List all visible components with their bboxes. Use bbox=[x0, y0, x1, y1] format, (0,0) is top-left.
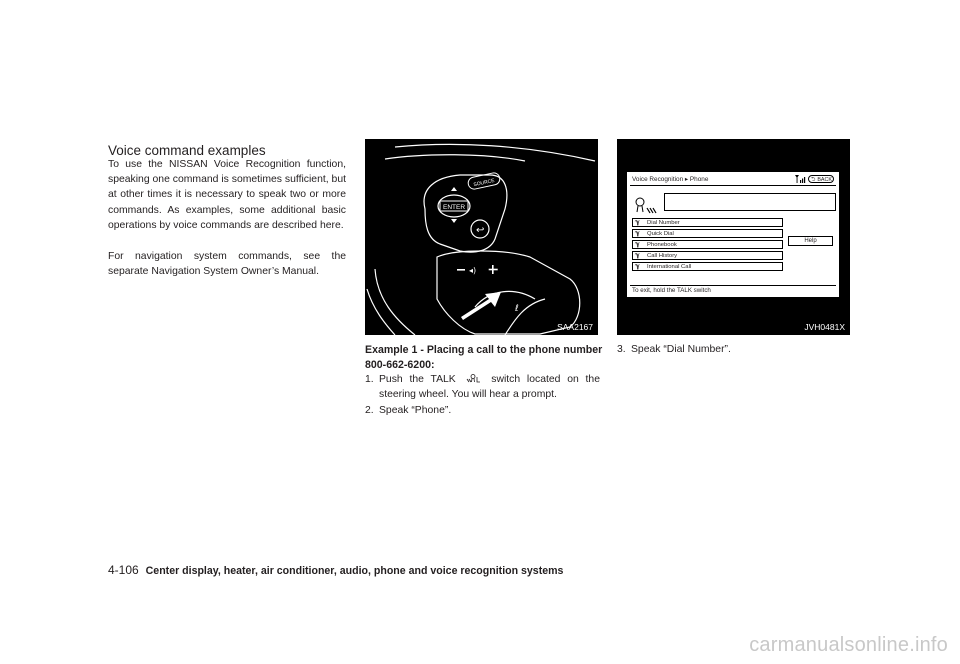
intro-paragraph: To use the NISSAN Voice Recognition function, speaking one command is sometimes sufficient, but at other times it is necessary to speak two or more commands. As examples, some additional basic operations by voice commands are described here. bbox=[108, 159, 346, 231]
svg-text:ENTER: ENTER bbox=[443, 204, 466, 211]
menu-item-international-call[interactable]: ℽ International Call bbox=[632, 262, 783, 271]
watermark: carmanualsonline.info bbox=[749, 634, 948, 656]
section-heading: Voice command examples bbox=[108, 143, 266, 158]
voice-command-icon: ℽ bbox=[635, 241, 640, 248]
voice-command-icon: ℽ bbox=[635, 252, 640, 259]
svg-text:◂): ◂) bbox=[469, 266, 477, 275]
page-number: 4-106 bbox=[108, 563, 139, 577]
voice-recognition-screen-figure bbox=[617, 139, 850, 335]
step-number: 3. bbox=[617, 344, 626, 355]
help-button[interactable]: Help bbox=[788, 236, 833, 246]
svg-text:SOURCE: SOURCE bbox=[473, 177, 496, 189]
step-number: 1. bbox=[365, 374, 374, 385]
steering-wheel-drawing bbox=[365, 139, 598, 335]
navigation-note-paragraph: For navigation system commands, see the separate Navigation System Owner’s Manual. bbox=[108, 251, 346, 278]
talk-switch-icon bbox=[463, 374, 485, 383]
signal-strength-icon bbox=[795, 175, 807, 183]
recognition-input-field bbox=[664, 193, 836, 211]
status-divider bbox=[630, 285, 836, 286]
menu-item-phonebook[interactable]: ℽ Phonebook bbox=[632, 240, 783, 249]
figure-code: JVH0481X bbox=[804, 322, 845, 332]
back-arrow-icon: ⮌ bbox=[811, 177, 816, 183]
voice-command-icon: ℽ bbox=[635, 263, 640, 270]
step-number: 2. bbox=[365, 405, 374, 416]
back-button-label: BACK bbox=[817, 177, 832, 183]
voice-command-icon: ℽ bbox=[635, 230, 640, 237]
step-text: Speak “Dial Number”. bbox=[631, 344, 731, 355]
screen-title: Voice Recognition ▸ Phone bbox=[632, 176, 709, 183]
menu-item-quick-dial[interactable]: ℽ Quick Dial bbox=[632, 229, 783, 238]
back-button[interactable] bbox=[808, 175, 834, 183]
step-text: Push the TALK switch located on the steering wheel. You will hear a prompt. bbox=[379, 374, 600, 400]
menu-item-dial-number[interactable]: ℽ Dial Number bbox=[632, 218, 783, 227]
page-footer bbox=[108, 563, 563, 577]
steering-wheel-switch-illustration bbox=[365, 139, 598, 335]
example-title: Example 1 - Placing a call to the phone number 800-662-6200: bbox=[365, 344, 603, 371]
step-2 bbox=[365, 404, 600, 419]
figure-code: SAA2167 bbox=[557, 322, 593, 332]
svg-text:↩: ↩ bbox=[476, 225, 485, 236]
voice-command-icon: ℽ bbox=[635, 219, 640, 226]
header-divider bbox=[630, 185, 836, 186]
step-text: Speak “Phone”. bbox=[379, 405, 452, 416]
chapter-title: Center display, heater, air conditioner, audio, phone and voice recognition systems bbox=[145, 565, 564, 577]
step-3 bbox=[617, 343, 852, 358]
svg-text:ℓ: ℓ bbox=[515, 304, 519, 314]
status-text: To exit, hold the TALK switch bbox=[632, 287, 711, 294]
display-screen bbox=[627, 172, 839, 297]
step-1 bbox=[365, 373, 600, 403]
voice-recognition-icon bbox=[633, 194, 659, 216]
menu-item-call-history[interactable]: ℽ Call History bbox=[632, 251, 783, 260]
